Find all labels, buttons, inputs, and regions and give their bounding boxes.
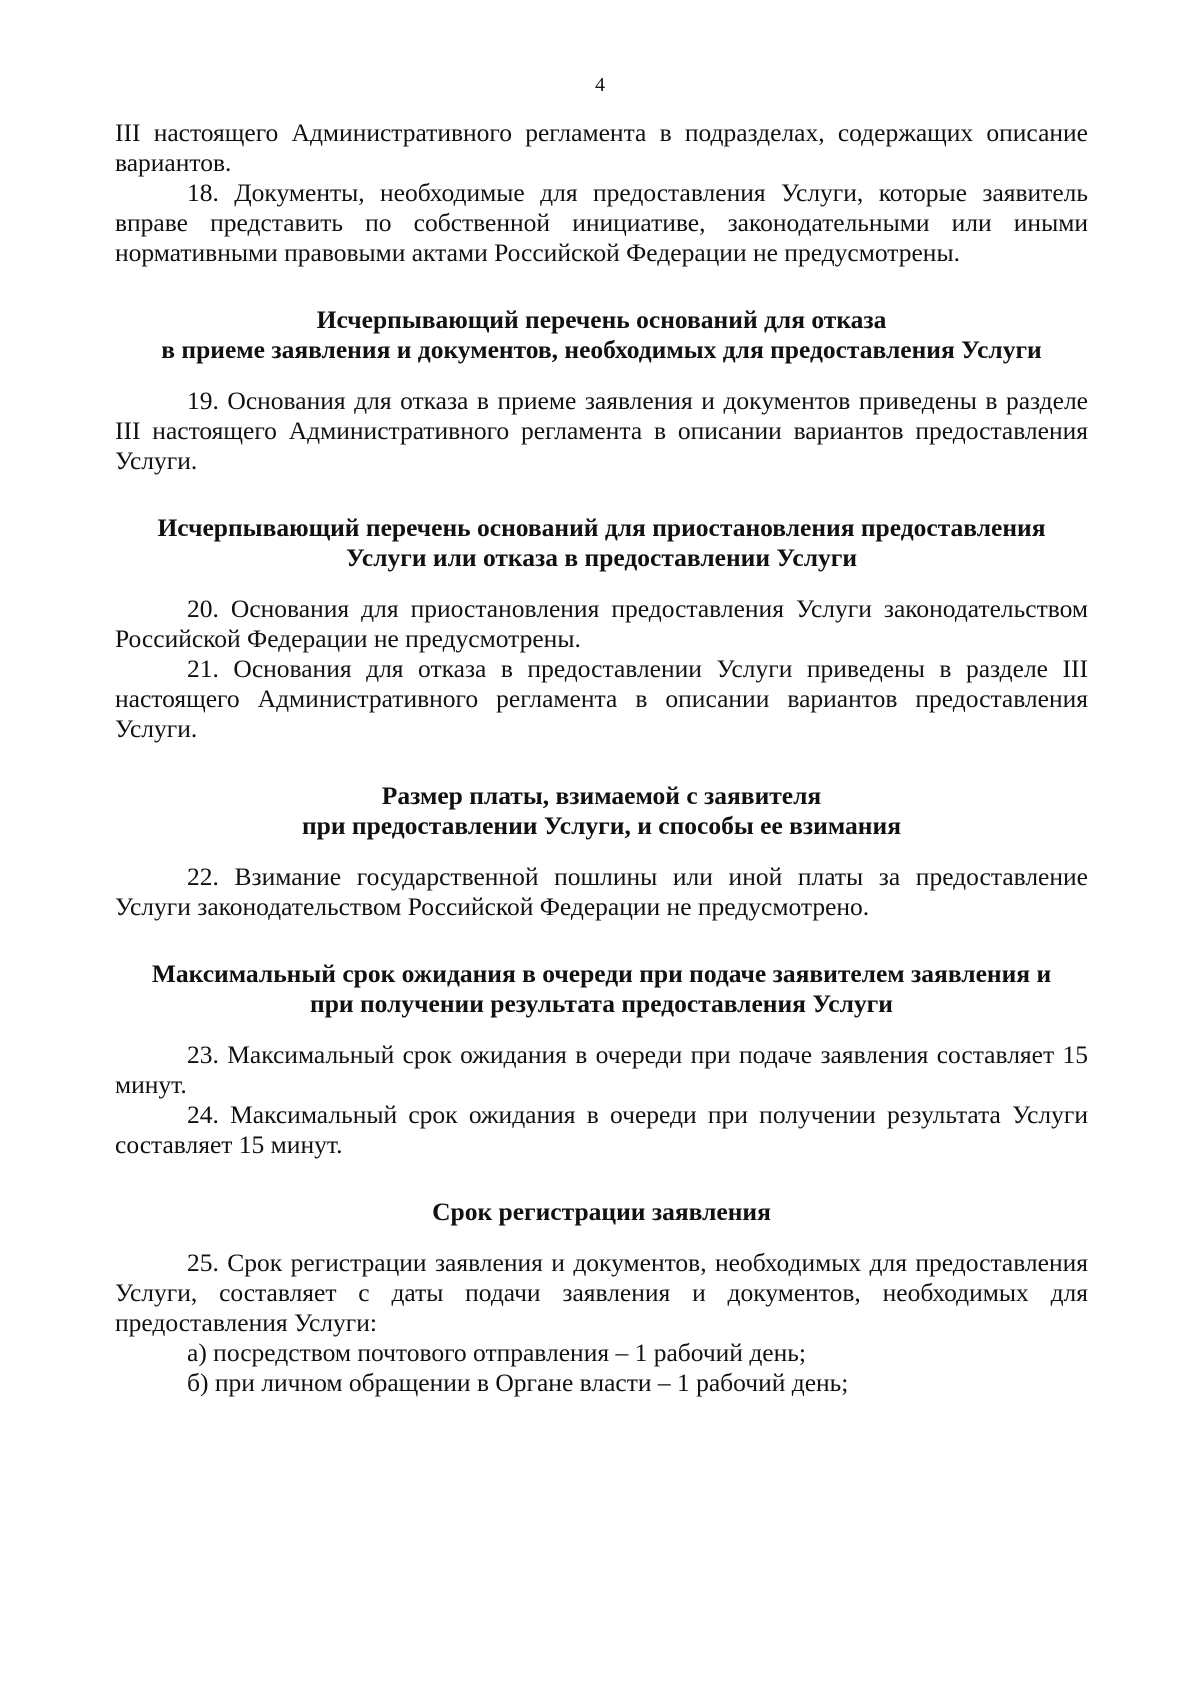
heading-line: Исчерпывающий перечень оснований для отказа bbox=[316, 305, 887, 334]
heading-line: Исчерпывающий перечень оснований для приостановления предоставления bbox=[157, 513, 1046, 542]
heading-line: Размер платы, взимаемой с заявителя bbox=[381, 781, 822, 810]
heading-line: Срок регистрации заявления bbox=[432, 1197, 771, 1226]
list-item-b: б) при личном обращении в Органе власти – 1 рабочий день; bbox=[187, 1368, 849, 1397]
heading-line: Услуги или отказа в предоставлении Услуги bbox=[345, 543, 858, 572]
section-heading-fee bbox=[115, 781, 1088, 841]
heading-line: при предоставлении Услуги, и способы ее взимания bbox=[301, 811, 901, 840]
page-number: 4 bbox=[595, 74, 605, 96]
intro-continuation: III настоящего Административного регламента в подразделах, содержащих описание вариантов. bbox=[115, 118, 1088, 177]
paragraph-18: 18. Документы, необходимые для предоставления Услуги, которые заявитель вправе представить по собственной инициативе, законодательными или иными нормативными правовыми актами Российской Федерации не предусмотрены. bbox=[115, 178, 1088, 267]
section-heading-refusal-acceptance bbox=[115, 305, 1088, 365]
paragraph-24: 24. Максимальный срок ожидания в очереди при получении результата Услуги составляет 15 минут. bbox=[115, 1100, 1088, 1159]
section-heading-queue-time bbox=[115, 959, 1088, 1019]
heading-line: при получении результата предоставления Услуги bbox=[310, 989, 893, 1018]
section-heading-suspension-refusal bbox=[115, 513, 1088, 573]
section-heading-registration bbox=[115, 1197, 1088, 1227]
paragraph-25: 25. Срок регистрации заявления и документов, необходимых для предоставления Услуги, составляет с даты подачи заявления и документов, необходимых для предоставления Услуги: bbox=[115, 1248, 1088, 1337]
paragraph-22: 22. Взимание государственной пошлины или иной платы за предоставление Услуги законодательством Российской Федерации не предусмотрено. bbox=[115, 862, 1088, 921]
list-item-a: а) посредством почтового отправления – 1 рабочий день; bbox=[187, 1338, 806, 1367]
paragraph-23: 23. Максимальный срок ожидания в очереди при подаче заявления составляет 15 минут. bbox=[115, 1040, 1088, 1099]
paragraph-19: 19. Основания для отказа в приеме заявления и документов приведены в разделе III настоящего Административного регламента в описании вариантов предоставления Услуги. bbox=[115, 386, 1088, 475]
heading-line: в приеме заявления и документов, необходимых для предоставления Услуги bbox=[161, 335, 1042, 364]
heading-line: Максимальный срок ожидания в очереди при подаче заявителем заявления и bbox=[151, 959, 1052, 988]
paragraph-20: 20. Основания для приостановления предоставления Услуги законодательством Российской Федерации не предусмотрены. bbox=[115, 594, 1088, 653]
document-body bbox=[115, 118, 1088, 1398]
paragraph-21: 21. Основания для отказа в предоставлении Услуги приведены в разделе III настоящего Административного регламента в описании вариантов предоставления Услуги. bbox=[115, 654, 1088, 743]
